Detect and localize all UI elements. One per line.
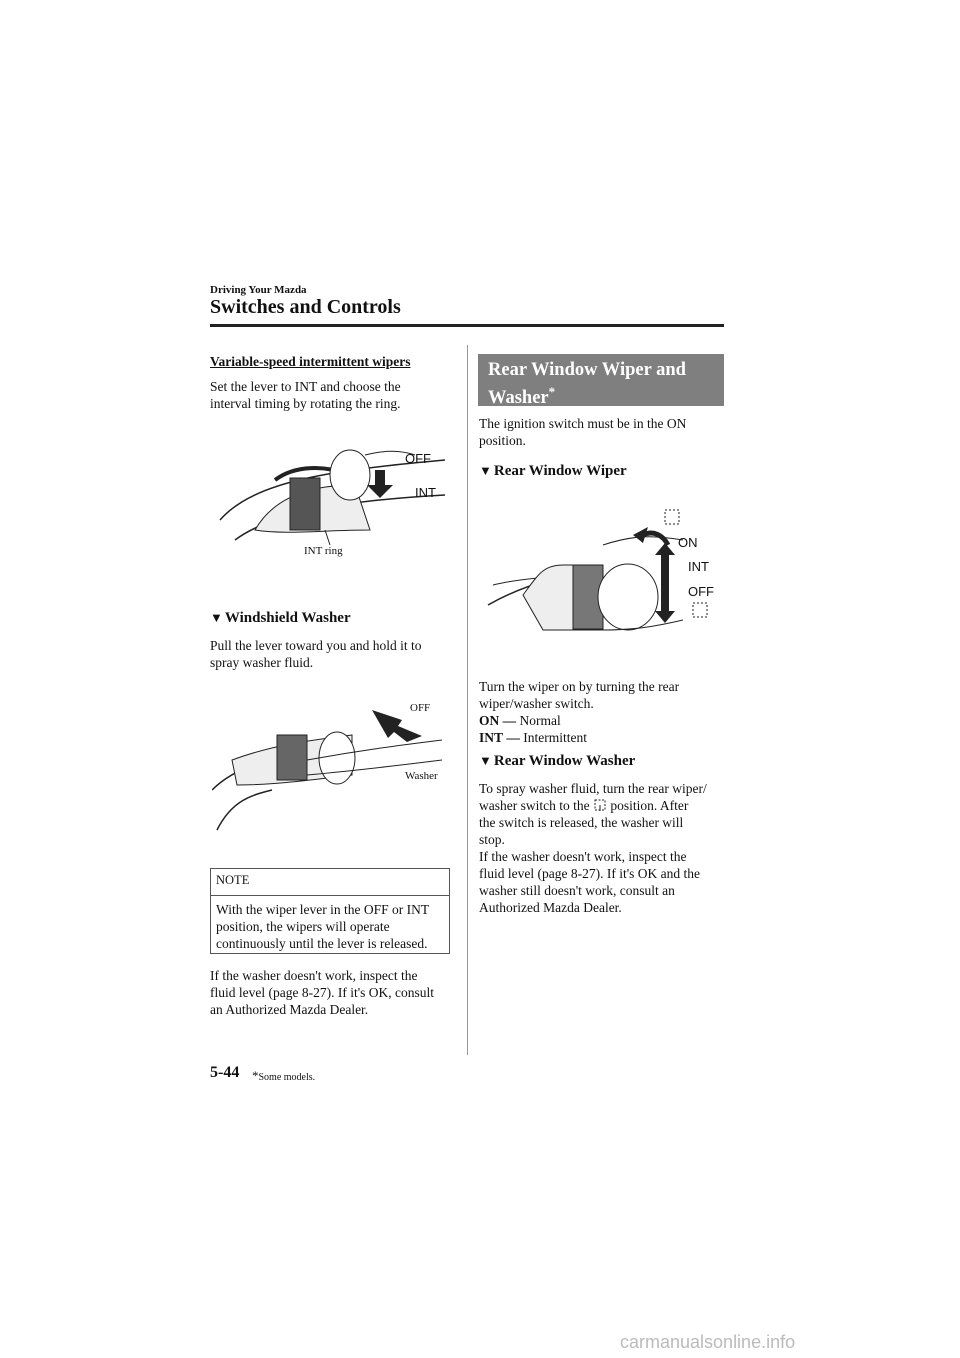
intro-paragraph: Set the lever to INT and choose the interval timing by rotating the ring. <box>210 379 401 411</box>
rear-wiper-paragraph: Turn the wiper on by turning the rear wiper/washer switch. ON — Normal INT — Intermittent <box>479 679 680 745</box>
note-title: NOTE <box>211 869 449 896</box>
watermark: carmanualsonline.info <box>620 1332 796 1352</box>
fig2-washer-label: Washer <box>405 770 438 782</box>
header-rule <box>210 324 724 327</box>
rear-wiper-switch-figure <box>483 505 723 635</box>
fig2-off-label: OFF <box>410 702 431 714</box>
page-number: 5-44 <box>210 1064 240 1081</box>
washer-paragraph: Pull the lever toward you and hold it to spray washer fluid. <box>210 638 422 670</box>
rear-washer-heading: ▼ Rear Window Washer <box>479 753 636 769</box>
triangle-icon: ▼ <box>210 610 223 625</box>
washer-symbol-icon <box>593 798 607 812</box>
fig1-int-label: INT <box>415 485 436 500</box>
bottom-paragraph: If the washer doesn't work, inspect the fluid level (page 8-27). If it's OK, consult an Authorized Mazda Dealer. <box>210 968 435 1017</box>
fig3-off-label: OFF <box>688 584 714 599</box>
note-body: With the wiper lever in the OFF or INT position, the wipers will operate continuously until the lever is released. <box>216 902 430 951</box>
subheading-intermittent: Variable-speed intermittent wipers <box>210 354 411 369</box>
fig1-off-label: OFF <box>405 451 431 466</box>
rear-wiper-heading: ▼ Rear Window Wiper <box>479 463 627 479</box>
rear-washer-paragraph: To spray washer fluid, turn the rear wiper/ washer switch to the position. After the switch is released, the washer will stop. If the washer doesn't work, inspect the fluid level (page 8-27). If it's OK and the washer still doesn't work, consult an Authorized Mazda Dealer. <box>479 781 707 915</box>
ignition-paragraph: The ignition switch must be in the ON position. <box>479 416 687 448</box>
fig3-on-label: ON <box>678 535 698 550</box>
some-models-mark: * <box>548 384 556 399</box>
fig1-ring-label: INT ring <box>304 545 343 557</box>
note-box <box>210 868 450 954</box>
section-banner: Rear Window Wiper and Washer* <box>478 354 724 406</box>
washer-heading: ▼ Windshield Washer <box>210 610 351 626</box>
triangle-icon: ▼ <box>479 753 492 768</box>
triangle-icon: ▼ <box>479 463 492 478</box>
column-divider <box>467 345 468 1055</box>
footnote: *Some models. <box>252 1068 316 1083</box>
page-title: Switches and Controls <box>210 296 401 318</box>
fig3-int-label: INT <box>688 559 709 574</box>
section-label: Driving Your Mazda <box>210 284 307 296</box>
